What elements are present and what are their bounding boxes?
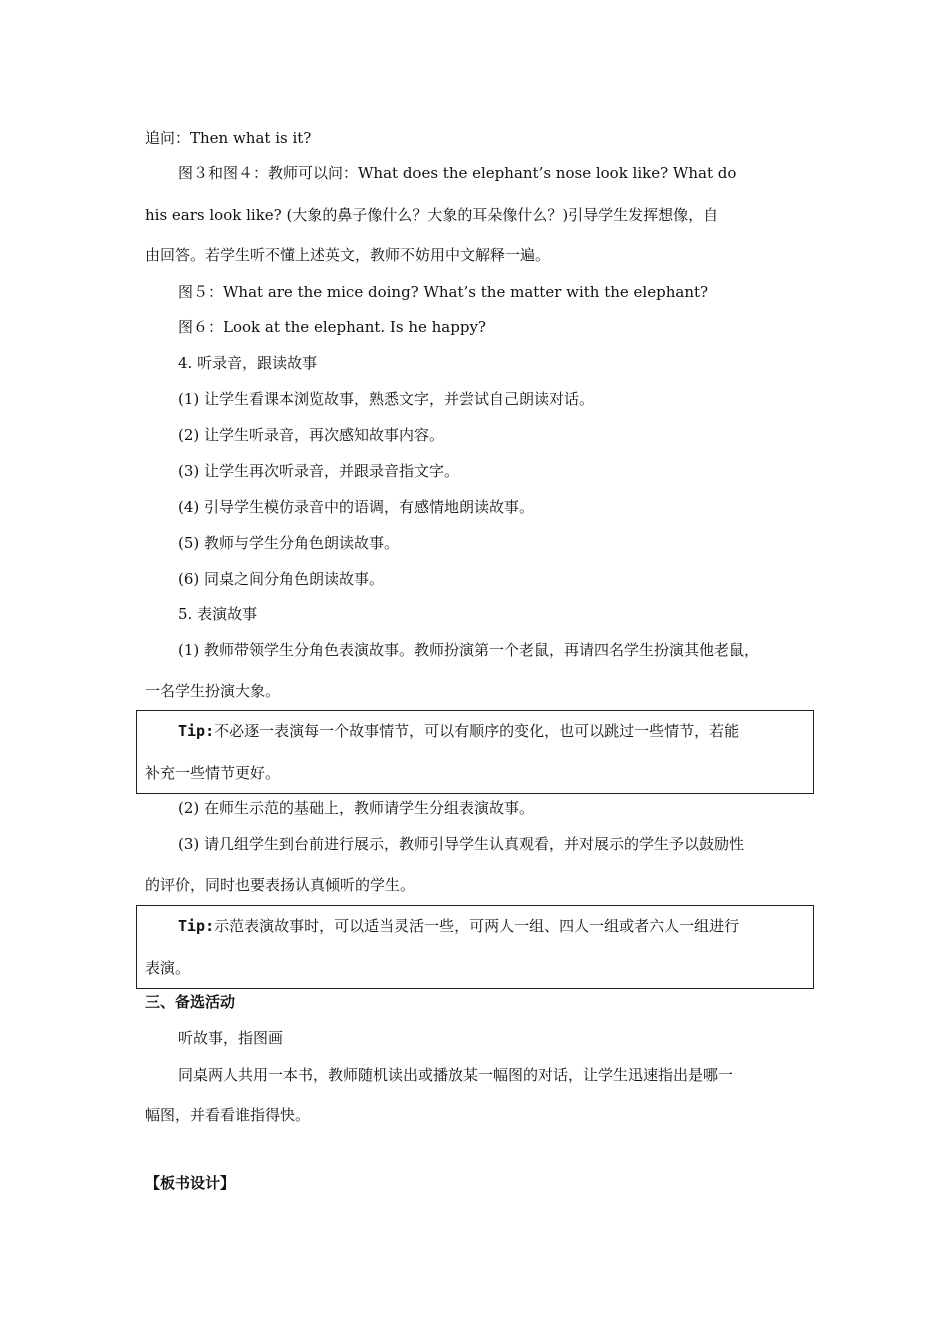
tip-box-2-line2: 表演。 (145, 959, 191, 977)
step-4: (4) 引导学生模仿录音中的语调，有感情地朗读故事。 (178, 498, 535, 516)
figure-3-4-question-cont: his ears look like? (大象的鼻子像什么？大象的耳朵像什么？)引导学生发挥想像，自 (145, 206, 719, 224)
tip-text: 示范表演故事时，可以适当灵活一些，可两人一组、四人一组或者六人一组进行 (214, 917, 740, 935)
tip-box-1-line2: 补充一些情节更好。 (145, 764, 281, 782)
tip-label: Tip: (178, 917, 215, 935)
perform-step-1-cont: 一名学生扮演大象。 (145, 682, 281, 700)
perform-step-2: (2) 在师生示范的基础上，教师请学生分组表演故事。 (178, 799, 535, 817)
step-1: (1) 让学生看课本浏览故事，熟悉文字，并尝试自己朗读对话。 (178, 390, 595, 408)
perform-step-3: (3) 请几组学生到台前进行展示，教师引导学生认真观看，并对展示的学生予以鼓励性 (178, 835, 745, 853)
section-4-heading: 4. 听录音，跟读故事 (178, 354, 318, 372)
figure-6-question: 图６：Look at the elephant. Is he happy? (178, 318, 486, 336)
section-5-heading: 5. 表演故事 (178, 605, 258, 623)
optional-activity-desc: 同桌两人共用一本书，教师随机读出或播放某一幅图的对话，让学生迅速指出是哪一 (178, 1066, 734, 1084)
perform-step-3-cont: 的评价，同时也要表扬认真倾听的学生。 (145, 876, 416, 894)
optional-activity-title: 听故事，指图画 (178, 1029, 284, 1047)
tip-box-1 (136, 710, 814, 794)
tip-label: Tip: (178, 722, 215, 740)
step-2: (2) 让学生听录音，再次感知故事内容。 (178, 426, 445, 444)
step-3: (3) 让学生再次听录音，并跟录音指文字。 (178, 462, 460, 480)
perform-step-1: (1) 教师带领学生分角色表演故事。教师扮演第一个老鼠，再请四名学生扮演其他老鼠， (178, 641, 760, 659)
figure-3-4-note: 由回答。若学生听不懂上述英文，教师不妨用中文解释一遍。 (145, 246, 551, 264)
optional-activity-desc-cont: 幅图，并看看谁指得快。 (145, 1106, 311, 1124)
figure-3-4-question: 图３和图４：教师可以问：What does the elephant’s nose look like? What do (178, 164, 737, 182)
follow-up-question: 追问：Then what is it? (145, 129, 312, 147)
optional-activities-heading: 三、备选活动 (145, 993, 236, 1011)
tip-text: 不必逐一表演每一个故事情节，可以有顺序的变化，也可以跳过一些情节，若能 (214, 722, 740, 740)
figure-5-question: 图５：What are the mice doing? What’s the matter with the elephant? (178, 283, 709, 301)
tip-box-2 (136, 905, 814, 989)
step-6: (6) 同桌之间分角色朗读故事。 (178, 570, 385, 588)
tip-box-2-line1 (178, 916, 739, 936)
tip-box-1-line1 (178, 721, 739, 741)
blackboard-design-heading: 【板书设计】 (145, 1174, 236, 1192)
step-5: (5) 教师与学生分角色朗读故事。 (178, 534, 400, 552)
